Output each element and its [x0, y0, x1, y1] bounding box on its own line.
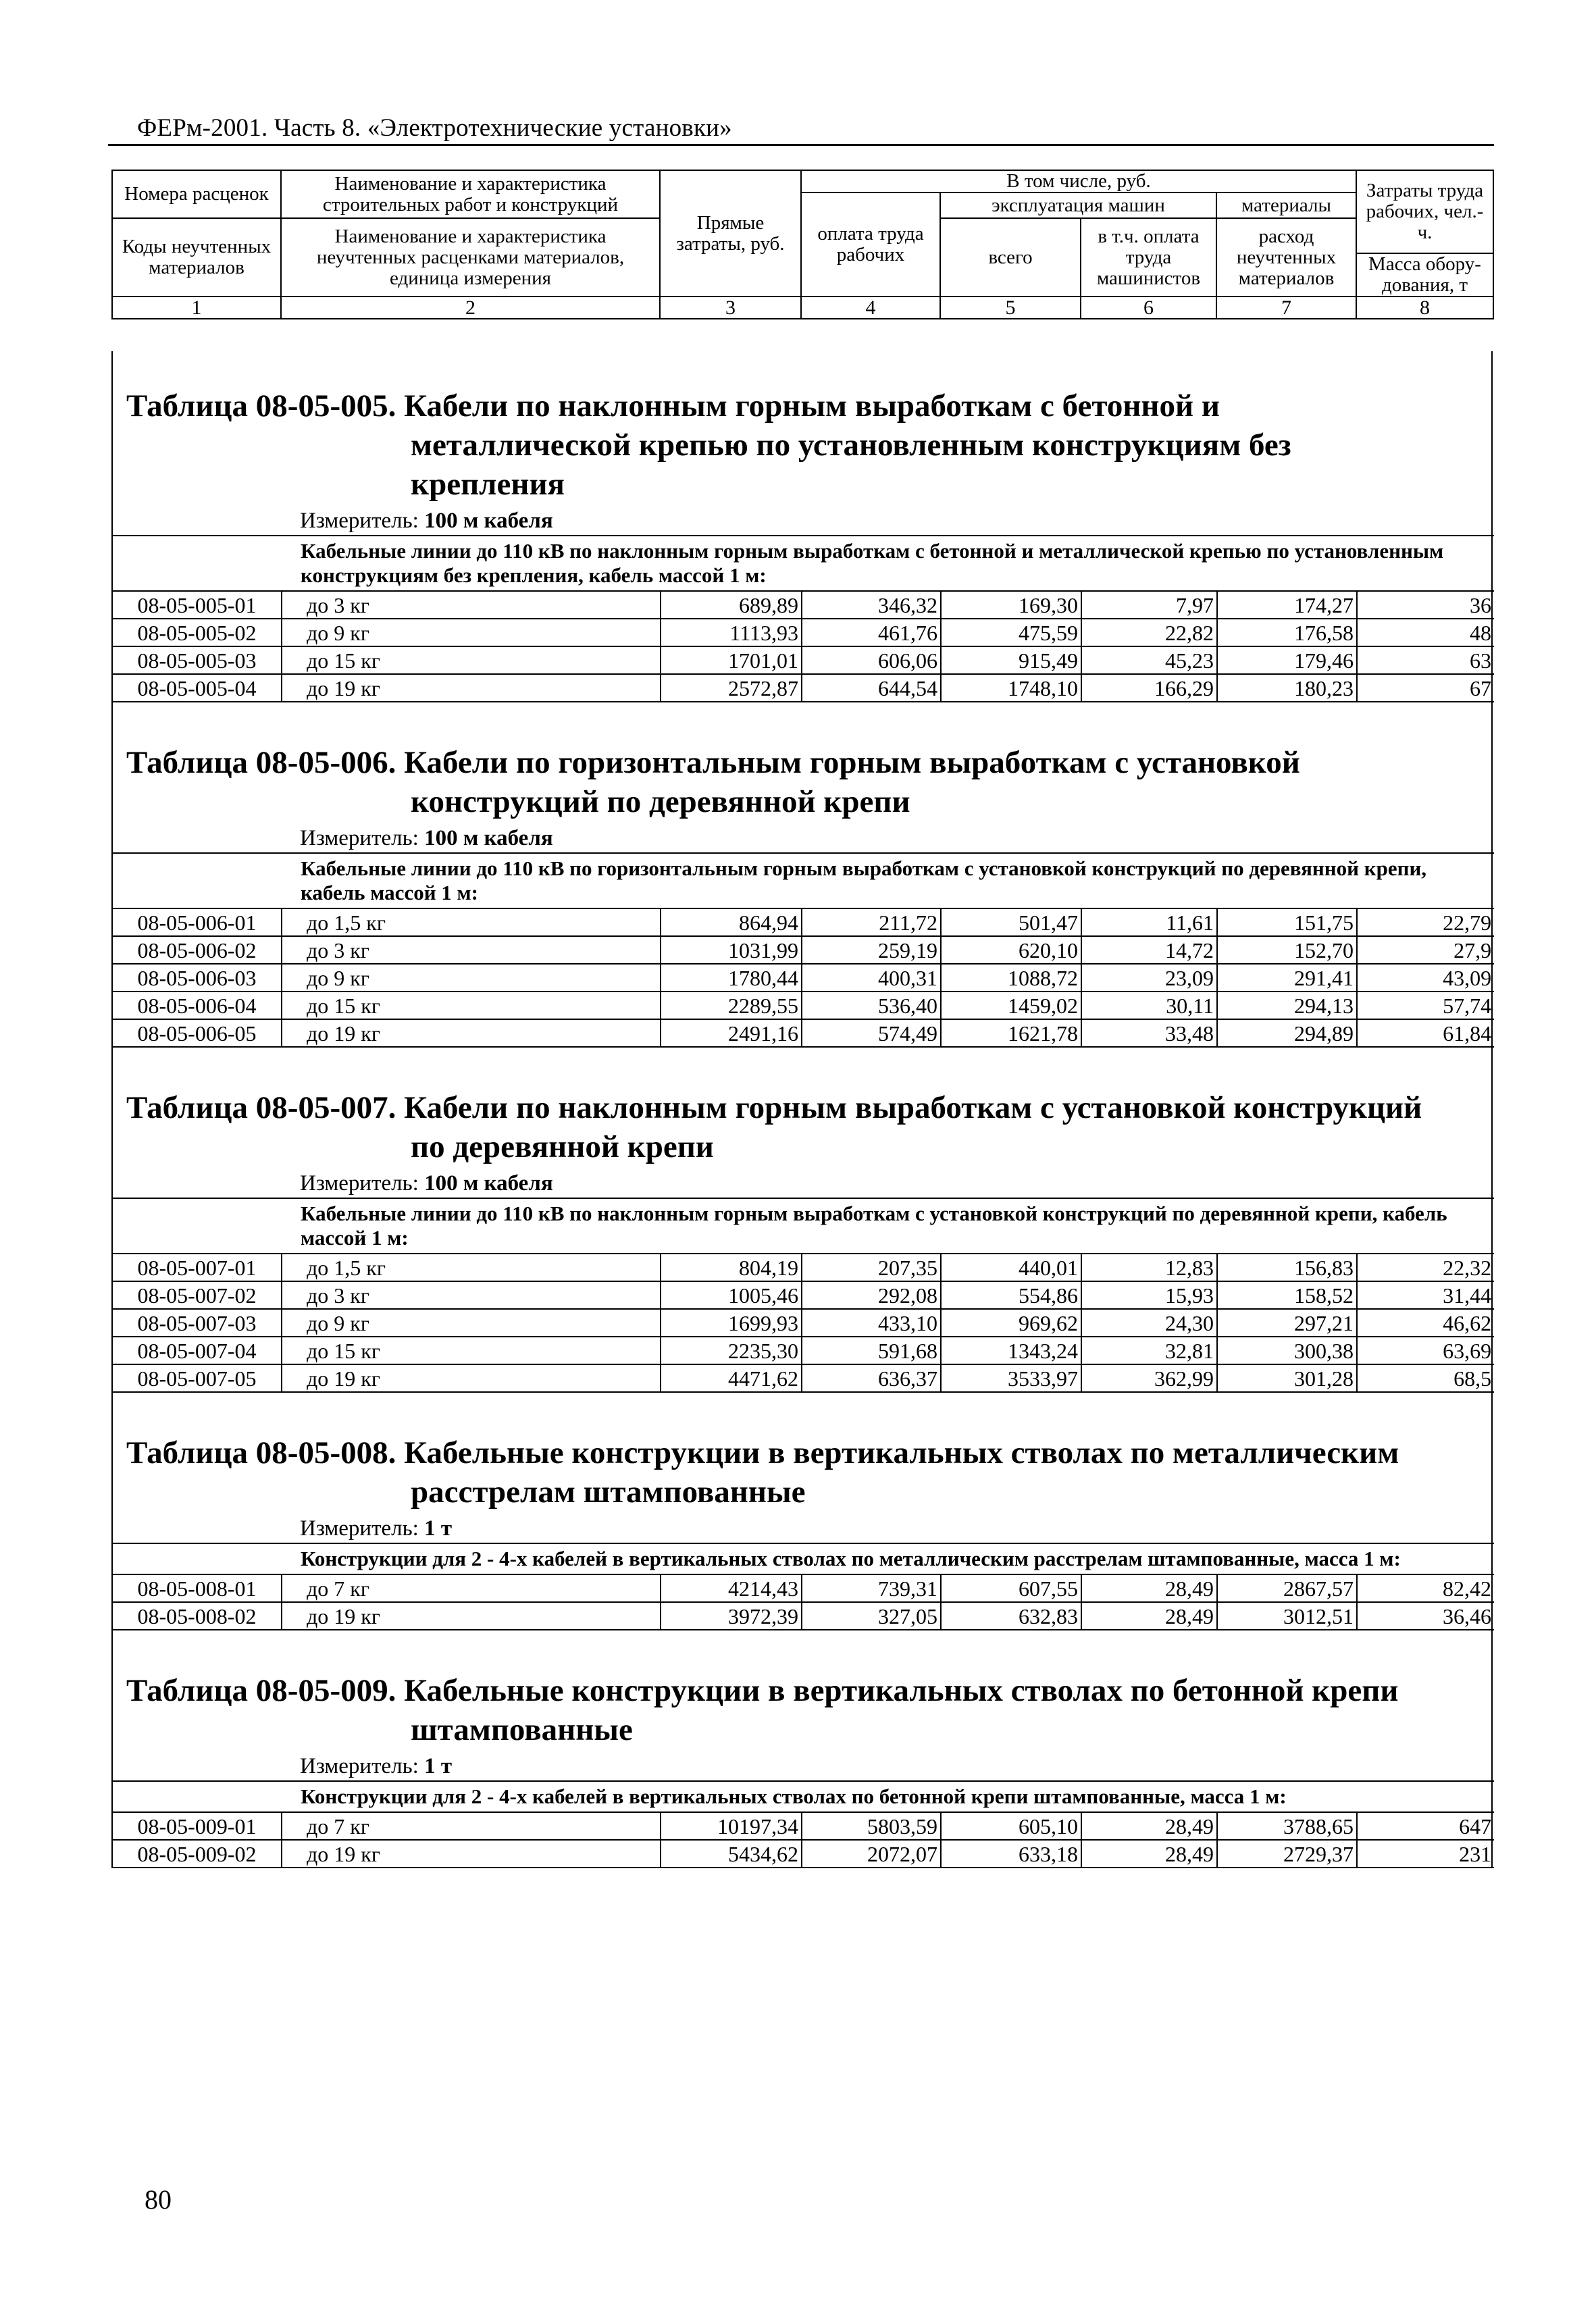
table-row	[113, 1364, 1494, 1392]
rate-code: 08-05-006-04	[113, 992, 282, 1019]
rate-name: до 19 кг	[282, 1364, 661, 1392]
materials: 152,70	[1217, 936, 1357, 964]
labor-hours: 57,74	[1357, 992, 1494, 1019]
col-number: 4	[801, 297, 940, 319]
direct-costs: 1031,99	[661, 936, 802, 964]
materials: 158,52	[1217, 1281, 1357, 1309]
col-number: 6	[1081, 297, 1216, 319]
materials: 294,89	[1217, 1019, 1357, 1047]
col-number: 3	[660, 297, 801, 319]
materials: 2867,57	[1217, 1574, 1357, 1602]
meter-value: 1 т	[424, 1516, 453, 1541]
machines-total: 633,18	[941, 1840, 1081, 1868]
rate-code: 08-05-008-01	[113, 1574, 282, 1602]
meter-label: Измеритель:	[300, 1516, 419, 1541]
materials: 180,23	[1217, 674, 1357, 702]
running-head: ФЕРм-2001. Часть 8. «Электротехнические установки»	[137, 114, 732, 142]
rates-table	[113, 1780, 1494, 1868]
labor-pay: 739,31	[802, 1574, 941, 1602]
table-title-line: конструкций по деревянной крепи	[411, 784, 910, 819]
table-row	[113, 1254, 1494, 1281]
table-title	[113, 1088, 1491, 1166]
labor-pay: 207,35	[802, 1254, 941, 1281]
table-row	[113, 992, 1494, 1019]
machinist-pay: 7,97	[1081, 591, 1217, 619]
machinist-pay: 166,29	[1081, 674, 1217, 702]
header-vsego: всего	[940, 218, 1081, 297]
meter-label: Измеритель:	[300, 1754, 419, 1778]
col-number: 8	[1356, 297, 1493, 319]
labor-pay: 536,40	[802, 992, 941, 1019]
meter-value: 100 м кабеля	[424, 826, 553, 850]
labor-hours: 36	[1357, 591, 1494, 619]
rate-code: 08-05-005-01	[113, 591, 282, 619]
labor-pay: 327,05	[802, 1602, 941, 1630]
machines-total: 607,55	[941, 1574, 1081, 1602]
machines-total: 915,49	[941, 646, 1081, 674]
section-gap	[111, 1393, 1493, 1433]
labor-hours: 67	[1357, 674, 1494, 702]
rate-name: до 1,5 кг	[282, 1254, 661, 1281]
machines-total: 169,30	[941, 591, 1081, 619]
direct-costs: 10197,34	[661, 1812, 802, 1840]
labor-hours: 43,09	[1357, 964, 1494, 992]
direct-costs: 1780,44	[661, 964, 802, 992]
rate-code: 08-05-007-02	[113, 1281, 282, 1309]
meter-value: 100 м кабеля	[424, 509, 553, 533]
machinist-pay: 28,49	[1081, 1812, 1217, 1840]
rate-name: до 19 кг	[282, 1840, 661, 1868]
meter-value: 100 м кабеля	[424, 1171, 553, 1195]
machines-total: 632,83	[941, 1602, 1081, 1630]
table-title	[113, 386, 1491, 504]
materials: 3788,65	[1217, 1812, 1357, 1840]
materials: 301,28	[1217, 1364, 1357, 1392]
header-kody: Коды неучтенных материалов	[112, 218, 281, 297]
materials: 2729,37	[1217, 1840, 1357, 1868]
group-description: Конструкции для 2 - 4-х кабелей в вертикальных стволах по металлическим расстрелам штампованные, масса 1 м:	[113, 1543, 1494, 1574]
table-row	[113, 1840, 1494, 1868]
materials: 179,46	[1217, 646, 1357, 674]
header-naim-materials: Наименование и характеристика неучтенных расценками материалов, единица измерения	[281, 218, 660, 297]
direct-costs: 2491,16	[661, 1019, 802, 1047]
direct-costs: 4471,62	[661, 1364, 802, 1392]
table-row	[113, 1309, 1494, 1337]
rate-name: до 15 кг	[282, 1337, 661, 1364]
rates-table	[113, 852, 1494, 1048]
table-row	[113, 619, 1494, 646]
rate-name: до 9 кг	[282, 1309, 661, 1337]
table-title-text: Кабельные конструкции в вертикальных стволах по бетонной крепи	[404, 1673, 1399, 1708]
labor-pay: 2072,07	[802, 1840, 941, 1868]
rate-code: 08-05-006-01	[113, 908, 282, 936]
rate-name: до 9 кг	[282, 619, 661, 646]
meter-label: Измеритель:	[300, 826, 419, 850]
column-numbers-row	[112, 297, 1493, 319]
direct-costs: 2572,87	[661, 674, 802, 702]
machinist-pay: 15,93	[1081, 1281, 1217, 1309]
labor-hours: 48	[1357, 619, 1494, 646]
direct-costs: 1701,01	[661, 646, 802, 674]
direct-costs: 2235,30	[661, 1337, 802, 1364]
table-title-line: по деревянной крепи	[411, 1129, 714, 1164]
materials: 3012,51	[1217, 1602, 1357, 1630]
group-description: Конструкции для 2 - 4-х кабелей в вертикальных стволах по бетонной крепи штампованные, масса 1 м:	[113, 1781, 1494, 1812]
group-description: Кабельные линии до 110 кВ по горизонтальным горным выработкам с установкой конструкций по деревянной крепи, кабель массой 1 м:	[113, 853, 1494, 908]
machinist-pay: 33,48	[1081, 1019, 1217, 1047]
labor-hours: 31,44	[1357, 1281, 1494, 1309]
section-gap	[111, 702, 1493, 743]
table-title	[113, 1433, 1491, 1512]
direct-costs: 864,94	[661, 908, 802, 936]
table-row	[113, 646, 1494, 674]
header-oplata: оплата труда рабочих	[801, 192, 940, 297]
materials: 294,13	[1217, 992, 1357, 1019]
labor-pay: 5803,59	[802, 1812, 941, 1840]
rates-table	[113, 535, 1494, 702]
direct-costs: 5434,62	[661, 1840, 802, 1868]
header-rashod: расход неучтенных материалов	[1216, 218, 1356, 297]
direct-costs: 4214,43	[661, 1574, 802, 1602]
meter-value: 1 т	[424, 1754, 453, 1778]
rate-name: до 3 кг	[282, 936, 661, 964]
labor-pay: 636,37	[802, 1364, 941, 1392]
labor-hours: 63,69	[1357, 1337, 1494, 1364]
norm-table-section	[111, 743, 1493, 1048]
rate-code: 08-05-009-01	[113, 1812, 282, 1840]
tables-container	[111, 351, 1493, 1868]
labor-pay: 400,31	[802, 964, 941, 992]
labor-pay: 591,68	[802, 1337, 941, 1364]
table-meter	[113, 824, 1491, 852]
rates-table	[113, 1543, 1494, 1630]
rate-code: 08-05-007-04	[113, 1337, 282, 1364]
materials: 291,41	[1217, 964, 1357, 992]
table-meter	[113, 1752, 1491, 1780]
rate-code: 08-05-009-02	[113, 1840, 282, 1868]
rate-name: до 15 кг	[282, 646, 661, 674]
page-number: 80	[145, 2184, 172, 2215]
table-row	[113, 1019, 1494, 1047]
table-title-text: Кабельные конструкции в вертикальных стволах по металлическим	[404, 1435, 1399, 1470]
table-title-line: штампованные	[411, 1712, 633, 1747]
machines-total: 554,86	[941, 1281, 1081, 1309]
rate-code: 08-05-007-03	[113, 1309, 282, 1337]
table-title-number: Таблица 08-05-006.	[126, 745, 396, 780]
table-row	[113, 1602, 1494, 1630]
header-ekspl: эксплуатация машин	[940, 192, 1216, 218]
norm-table-section	[111, 351, 1493, 702]
labor-pay: 606,06	[802, 646, 941, 674]
table-title-number: Таблица 08-05-007.	[126, 1090, 396, 1125]
machinist-pay: 23,09	[1081, 964, 1217, 992]
rate-name: до 1,5 кг	[282, 908, 661, 936]
header-massa: Масса обору-дования, т	[1356, 253, 1493, 297]
table-row	[113, 1337, 1494, 1364]
labor-pay: 211,72	[802, 908, 941, 936]
labor-hours: 36,46	[1357, 1602, 1494, 1630]
rate-code: 08-05-005-02	[113, 619, 282, 646]
materials: 151,75	[1217, 908, 1357, 936]
section-gap	[111, 1630, 1493, 1671]
machinist-pay: 12,83	[1081, 1254, 1217, 1281]
col-number: 2	[281, 297, 660, 319]
labor-pay: 574,49	[802, 1019, 941, 1047]
col-number: 7	[1216, 297, 1356, 319]
labor-hours: 82,42	[1357, 1574, 1494, 1602]
machinist-pay: 28,49	[1081, 1574, 1217, 1602]
machinist-pay: 32,81	[1081, 1337, 1217, 1364]
meter-label: Измеритель:	[300, 509, 419, 533]
rate-code: 08-05-005-04	[113, 674, 282, 702]
materials: 176,58	[1217, 619, 1357, 646]
direct-costs: 3972,39	[661, 1602, 802, 1630]
group-description: Кабельные линии до 110 кВ по наклонным горным выработкам с установкой конструкций по деревянной крепи, кабель массой 1 м:	[113, 1198, 1494, 1254]
group-header-row	[113, 1781, 1494, 1812]
machinist-pay: 24,30	[1081, 1309, 1217, 1337]
machinist-pay: 45,23	[1081, 646, 1217, 674]
group-header-row	[113, 1543, 1494, 1574]
labor-hours: 63	[1357, 646, 1494, 674]
table-row	[113, 936, 1494, 964]
table-row	[113, 908, 1494, 936]
col-number: 5	[940, 297, 1081, 319]
col-number: 1	[112, 297, 281, 319]
table-meter	[113, 507, 1491, 535]
table-title-number: Таблица 08-05-005.	[126, 388, 396, 423]
rates-table	[113, 1198, 1494, 1393]
column-header-table	[111, 170, 1494, 319]
rate-name: до 9 кг	[282, 964, 661, 992]
section-gap	[111, 1048, 1493, 1088]
table-title-number: Таблица 08-05-008.	[126, 1435, 396, 1470]
labor-pay: 433,10	[802, 1309, 941, 1337]
norm-table-section	[111, 1433, 1493, 1630]
rate-name: до 3 кг	[282, 1281, 661, 1309]
table-title-line: крепления	[411, 467, 565, 502]
labor-hours: 22,32	[1357, 1254, 1494, 1281]
table-title-line: металлической крепью по установленным конструкциям без	[411, 428, 1291, 463]
header-rule	[108, 144, 1494, 146]
rate-name: до 3 кг	[282, 591, 661, 619]
rate-name: до 7 кг	[282, 1812, 661, 1840]
group-header-row	[113, 536, 1494, 591]
materials: 156,83	[1217, 1254, 1357, 1281]
rate-code: 08-05-006-02	[113, 936, 282, 964]
machines-total: 475,59	[941, 619, 1081, 646]
rate-name: до 7 кг	[282, 1574, 661, 1602]
machinist-pay: 22,82	[1081, 619, 1217, 646]
table-title	[113, 743, 1491, 821]
machinist-pay: 28,49	[1081, 1840, 1217, 1868]
machines-total: 1748,10	[941, 674, 1081, 702]
table-row	[113, 1574, 1494, 1602]
machines-total: 1088,72	[941, 964, 1081, 992]
labor-hours: 647	[1357, 1812, 1494, 1840]
header-v-tom-chisle: В том числе, руб.	[801, 170, 1356, 192]
table-meter	[113, 1169, 1491, 1198]
table-row	[113, 964, 1494, 992]
machines-total: 440,01	[941, 1254, 1081, 1281]
table-title-text: Кабели по горизонтальным горным выработкам с установкой	[404, 745, 1300, 780]
table-row	[113, 674, 1494, 702]
group-header-row	[113, 853, 1494, 908]
meter-label: Измеритель:	[300, 1171, 419, 1195]
machines-total: 620,10	[941, 936, 1081, 964]
direct-costs: 1005,46	[661, 1281, 802, 1309]
labor-hours: 68,5	[1357, 1364, 1494, 1392]
table-title-text: Кабели по наклонным горным выработкам с бетонной и	[404, 388, 1220, 423]
header-naim-works: Наименование и характеристика строительных работ и конструкций	[281, 170, 660, 218]
labor-hours: 46,62	[1357, 1309, 1494, 1337]
machines-total: 3533,97	[941, 1364, 1081, 1392]
rate-name: до 19 кг	[282, 1602, 661, 1630]
table-row	[113, 591, 1494, 619]
direct-costs: 1699,93	[661, 1309, 802, 1337]
table-title-line: расстрелам штампованные	[411, 1474, 806, 1510]
table-meter	[113, 1514, 1491, 1543]
header-materialy: материалы	[1216, 192, 1356, 218]
machinist-pay: 362,99	[1081, 1364, 1217, 1392]
rate-code: 08-05-006-05	[113, 1019, 282, 1047]
labor-pay: 259,19	[802, 936, 941, 964]
norm-table-section	[111, 1671, 1493, 1868]
labor-hours: 22,79	[1357, 908, 1494, 936]
machines-total: 1343,24	[941, 1337, 1081, 1364]
table-row	[113, 1812, 1494, 1840]
rate-code: 08-05-006-03	[113, 964, 282, 992]
direct-costs: 2289,55	[661, 992, 802, 1019]
norm-table-section	[111, 1088, 1493, 1393]
direct-costs: 1113,93	[661, 619, 802, 646]
labor-pay: 644,54	[802, 674, 941, 702]
labor-hours: 61,84	[1357, 1019, 1494, 1047]
machines-total: 969,62	[941, 1309, 1081, 1337]
header-pryamye: Прямые затраты, руб.	[660, 170, 801, 297]
materials: 300,38	[1217, 1337, 1357, 1364]
rate-name: до 15 кг	[282, 992, 661, 1019]
labor-pay: 292,08	[802, 1281, 941, 1309]
group-description: Кабельные линии до 110 кВ по наклонным горным выработкам с бетонной и металлической крепью по установленным конструкциям без крепления, кабель массой 1 м:	[113, 536, 1494, 591]
rate-name: до 19 кг	[282, 674, 661, 702]
header-vtch: в т.ч. оплата труда машинистов	[1081, 218, 1216, 297]
header-zatraty: Затраты труда рабочих, чел.-ч.	[1356, 170, 1493, 253]
materials: 174,27	[1217, 591, 1357, 619]
header-nomera: Номера расценок	[112, 170, 281, 218]
machines-total: 1621,78	[941, 1019, 1081, 1047]
labor-hours: 27,9	[1357, 936, 1494, 964]
table-title-text: Кабели по наклонным горным выработкам с установкой конструкций	[404, 1090, 1422, 1125]
machinist-pay: 14,72	[1081, 936, 1217, 964]
direct-costs: 804,19	[661, 1254, 802, 1281]
rate-name: до 19 кг	[282, 1019, 661, 1047]
machinist-pay: 30,11	[1081, 992, 1217, 1019]
rate-code: 08-05-008-02	[113, 1602, 282, 1630]
table-row	[113, 1281, 1494, 1309]
table-title	[113, 1671, 1491, 1749]
rate-code: 08-05-007-01	[113, 1254, 282, 1281]
labor-pay: 461,76	[802, 619, 941, 646]
table-title-number: Таблица 08-05-009.	[126, 1673, 396, 1708]
labor-pay: 346,32	[802, 591, 941, 619]
labor-hours: 231	[1357, 1840, 1494, 1868]
machinist-pay: 11,61	[1081, 908, 1217, 936]
direct-costs: 689,89	[661, 591, 802, 619]
materials: 297,21	[1217, 1309, 1357, 1337]
rate-code: 08-05-005-03	[113, 646, 282, 674]
machinist-pay: 28,49	[1081, 1602, 1217, 1630]
machines-total: 1459,02	[941, 992, 1081, 1019]
machines-total: 501,47	[941, 908, 1081, 936]
group-header-row	[113, 1198, 1494, 1254]
machines-total: 605,10	[941, 1812, 1081, 1840]
rate-code: 08-05-007-05	[113, 1364, 282, 1392]
